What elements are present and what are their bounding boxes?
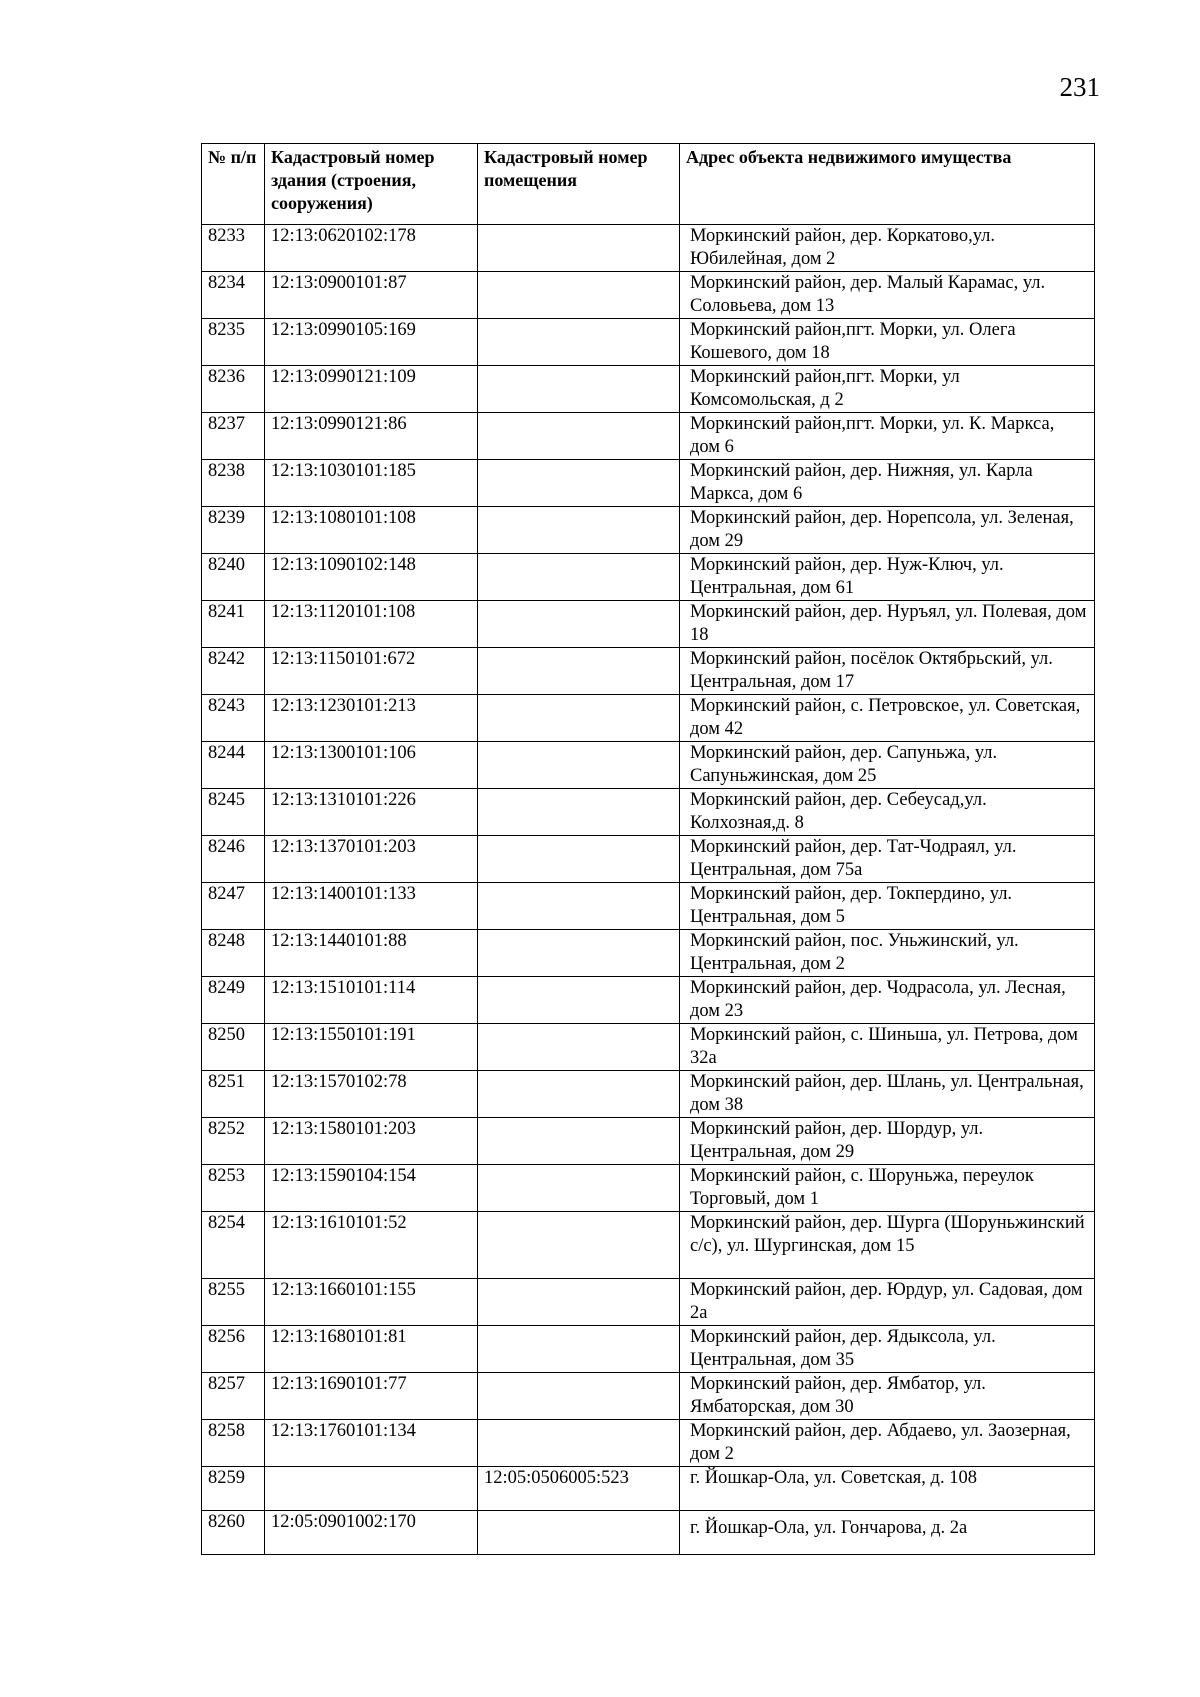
address-cell: Моркинский район, дер. Шурга (Шоруньжинский с/с), ул. Шургинская, дом 15 [680, 1212, 1095, 1279]
address-cell: Моркинский район, дер. Чодрасола, ул. Лесная, дом 23 [680, 977, 1095, 1024]
row-number-cell: 8259 [202, 1467, 265, 1511]
room-cadastral-cell [478, 742, 680, 789]
building-cadastral-cell: 12:13:0900101:87 [265, 272, 478, 319]
row-number-cell: 8239 [202, 507, 265, 554]
building-cadastral-cell: 12:13:1590104:154 [265, 1165, 478, 1212]
building-cadastral-cell: 12:13:1680101:81 [265, 1326, 478, 1373]
row-number-cell: 8237 [202, 413, 265, 460]
address-cell: Моркинский район, дер. Коркатово,ул. Юбилейная, дом 2 [680, 225, 1095, 272]
room-cadastral-cell [478, 789, 680, 836]
address-cell: Моркинский район, пос. Уньжинский, ул. Центральная, дом 2 [680, 930, 1095, 977]
address-cell: Моркинский район, дер. Ямбатор, ул. Ямбаторская, дом 30 [680, 1373, 1095, 1420]
building-cadastral-cell: 12:13:1300101:106 [265, 742, 478, 789]
address-cell: Моркинский район, с. Шиньша, ул. Петрова, дом 32а [680, 1024, 1095, 1071]
address-cell: Моркинский район, дер. Нижняя, ул. Карла Маркса, дом 6 [680, 460, 1095, 507]
row-number-cell: 8260 [202, 1511, 265, 1555]
row-number-cell: 8235 [202, 319, 265, 366]
building-cadastral-cell: 12:13:1760101:134 [265, 1420, 478, 1467]
table-row [202, 789, 1095, 836]
address-cell: Моркинский район,пгт. Морки, ул. К. Маркса, дом 6 [680, 413, 1095, 460]
row-number-cell: 8249 [202, 977, 265, 1024]
table-row [202, 1024, 1095, 1071]
room-cadastral-cell [478, 1118, 680, 1165]
room-cadastral-cell [478, 930, 680, 977]
address-cell: Моркинский район,пгт. Морки, ул. Олега Кошевого, дом 18 [680, 319, 1095, 366]
row-number-cell: 8243 [202, 695, 265, 742]
row-number-cell: 8254 [202, 1212, 265, 1279]
table-row [202, 1165, 1095, 1212]
building-cadastral-cell: 12:13:1370101:203 [265, 836, 478, 883]
row-number-cell: 8257 [202, 1373, 265, 1420]
header-address: Адрес объекта недвижимого имущества [680, 144, 1095, 225]
table-row [202, 836, 1095, 883]
room-cadastral-cell [478, 1279, 680, 1326]
building-cadastral-cell: 12:13:1510101:114 [265, 977, 478, 1024]
address-cell: Моркинский район, дер. Шордур, ул. Центральная, дом 29 [680, 1118, 1095, 1165]
row-number-cell: 8236 [202, 366, 265, 413]
building-cadastral-cell: 12:13:1080101:108 [265, 507, 478, 554]
room-cadastral-cell [478, 225, 680, 272]
row-number-cell: 8250 [202, 1024, 265, 1071]
table-row [202, 554, 1095, 601]
table-row [202, 695, 1095, 742]
address-cell: Моркинский район, дер. Сапуньжа, ул. Сапуньжинская, дом 25 [680, 742, 1095, 789]
table-row [202, 1212, 1095, 1279]
table-row [202, 1420, 1095, 1467]
address-cell: г. Йошкар-Ола, ул. Гончарова, д. 2а [680, 1511, 1095, 1555]
room-cadastral-cell [478, 272, 680, 319]
building-cadastral-cell: 12:13:1230101:213 [265, 695, 478, 742]
address-cell: г. Йошкар-Ола, ул. Советская, д. 108 [680, 1467, 1095, 1511]
table-row [202, 1467, 1095, 1511]
table-row [202, 272, 1095, 319]
building-cadastral-cell: 12:13:1690101:77 [265, 1373, 478, 1420]
row-number-cell: 8246 [202, 836, 265, 883]
table-row [202, 1279, 1095, 1326]
property-registry-table [201, 143, 1095, 1555]
table-row [202, 225, 1095, 272]
row-number-cell: 8255 [202, 1279, 265, 1326]
address-cell: Моркинский район,пгт. Морки, ул Комсомольская, д 2 [680, 366, 1095, 413]
table-row [202, 460, 1095, 507]
building-cadastral-cell: 12:13:1660101:155 [265, 1279, 478, 1326]
table-row [202, 930, 1095, 977]
header-room-cadastral: Кадастровый номер помещения [478, 144, 680, 225]
building-cadastral-cell: 12:13:1440101:88 [265, 930, 478, 977]
row-number-cell: 8258 [202, 1420, 265, 1467]
page-number: 231 [1059, 72, 1100, 102]
address-cell: Моркинский район, дер. Себеусад,ул. Колхозная,д. 8 [680, 789, 1095, 836]
row-number-cell: 8247 [202, 883, 265, 930]
building-cadastral-cell: 12:13:0990121:109 [265, 366, 478, 413]
table-header-row [202, 144, 1095, 225]
building-cadastral-cell: 12:13:1580101:203 [265, 1118, 478, 1165]
address-cell: Моркинский район, дер. Норепсола, ул. Зеленая, дом 29 [680, 507, 1095, 554]
building-cadastral-cell: 12:13:1090102:148 [265, 554, 478, 601]
row-number-cell: 8244 [202, 742, 265, 789]
building-cadastral-cell: 12:13:1570102:78 [265, 1071, 478, 1118]
row-number-cell: 8245 [202, 789, 265, 836]
room-cadastral-cell [478, 601, 680, 648]
row-number-cell: 8251 [202, 1071, 265, 1118]
room-cadastral-cell [478, 366, 680, 413]
row-number-cell: 8242 [202, 648, 265, 695]
room-cadastral-cell [478, 1165, 680, 1212]
address-cell: Моркинский район, дер. Нуж-Ключ, ул. Центральная, дом 61 [680, 554, 1095, 601]
building-cadastral-cell: 12:13:1030101:185 [265, 460, 478, 507]
address-cell: Моркинский район, дер. Юрдур, ул. Садовая, дом 2а [680, 1279, 1095, 1326]
row-number-cell: 8234 [202, 272, 265, 319]
row-number-cell: 8256 [202, 1326, 265, 1373]
address-cell: Моркинский район, посёлок Октябрьский, ул. Центральная, дом 17 [680, 648, 1095, 695]
table-row [202, 366, 1095, 413]
row-number-cell: 8240 [202, 554, 265, 601]
room-cadastral-cell [478, 1420, 680, 1467]
row-number-cell: 8241 [202, 601, 265, 648]
table-row [202, 507, 1095, 554]
header-number: № п/п [202, 144, 265, 225]
row-number-cell: 8233 [202, 225, 265, 272]
row-number-cell: 8253 [202, 1165, 265, 1212]
table-row [202, 601, 1095, 648]
address-cell: Моркинский район, дер. Тат-Чодраял, ул. Центральная, дом 75а [680, 836, 1095, 883]
building-cadastral-cell: 12:13:1400101:133 [265, 883, 478, 930]
table-row [202, 1071, 1095, 1118]
address-cell: Моркинский район, дер. Ядыксола, ул. Центральная, дом 35 [680, 1326, 1095, 1373]
room-cadastral-cell [478, 319, 680, 366]
building-cadastral-cell: 12:13:1550101:191 [265, 1024, 478, 1071]
room-cadastral-cell [478, 1212, 680, 1279]
address-cell: Моркинский район, дер. Малый Карамас, ул. Соловьева, дом 13 [680, 272, 1095, 319]
row-number-cell: 8248 [202, 930, 265, 977]
building-cadastral-cell: 12:13:0990121:86 [265, 413, 478, 460]
table-row [202, 319, 1095, 366]
room-cadastral-cell [478, 413, 680, 460]
room-cadastral-cell [478, 1071, 680, 1118]
row-number-cell: 8252 [202, 1118, 265, 1165]
room-cadastral-cell [478, 1024, 680, 1071]
building-cadastral-cell [265, 1467, 478, 1511]
address-cell: Моркинский район, дер. Нуръял, ул. Полевая, дом 18 [680, 601, 1095, 648]
table-row [202, 1511, 1095, 1555]
table-row [202, 1326, 1095, 1373]
room-cadastral-cell [478, 648, 680, 695]
room-cadastral-cell [478, 836, 680, 883]
table-row [202, 1373, 1095, 1420]
address-cell: Моркинский район, дер. Шлань, ул. Центральная, дом 38 [680, 1071, 1095, 1118]
building-cadastral-cell: 12:13:1310101:226 [265, 789, 478, 836]
room-cadastral-cell [478, 695, 680, 742]
address-cell: Моркинский район, дер. Абдаево, ул. Заозерная, дом 2 [680, 1420, 1095, 1467]
building-cadastral-cell: 12:13:1610101:52 [265, 1212, 478, 1279]
room-cadastral-cell [478, 1511, 680, 1555]
table-row [202, 883, 1095, 930]
room-cadastral-cell [478, 1373, 680, 1420]
address-cell: Моркинский район, дер. Токпердино, ул. Центральная, дом 5 [680, 883, 1095, 930]
table-body [202, 225, 1095, 1555]
room-cadastral-cell [478, 977, 680, 1024]
room-cadastral-cell [478, 460, 680, 507]
row-number-cell: 8238 [202, 460, 265, 507]
address-cell: Моркинский район, с. Шоруньжа, переулок Торговый, дом 1 [680, 1165, 1095, 1212]
building-cadastral-cell: 12:13:1120101:108 [265, 601, 478, 648]
room-cadastral-cell [478, 554, 680, 601]
address-cell: Моркинский район, с. Петровское, ул. Советская, дом 42 [680, 695, 1095, 742]
table-row [202, 413, 1095, 460]
header-building-cadastral: Кадастровый номер здания (строения, сооружения) [265, 144, 478, 225]
building-cadastral-cell: 12:05:0901002:170 [265, 1511, 478, 1555]
room-cadastral-cell [478, 883, 680, 930]
table-row [202, 648, 1095, 695]
building-cadastral-cell: 12:13:0990105:169 [265, 319, 478, 366]
room-cadastral-cell [478, 1326, 680, 1373]
table-row [202, 742, 1095, 789]
building-cadastral-cell: 12:13:1150101:672 [265, 648, 478, 695]
room-cadastral-cell [478, 507, 680, 554]
building-cadastral-cell: 12:13:0620102:178 [265, 225, 478, 272]
table-row [202, 1118, 1095, 1165]
room-cadastral-cell: 12:05:0506005:523 [478, 1467, 680, 1511]
table-row [202, 977, 1095, 1024]
